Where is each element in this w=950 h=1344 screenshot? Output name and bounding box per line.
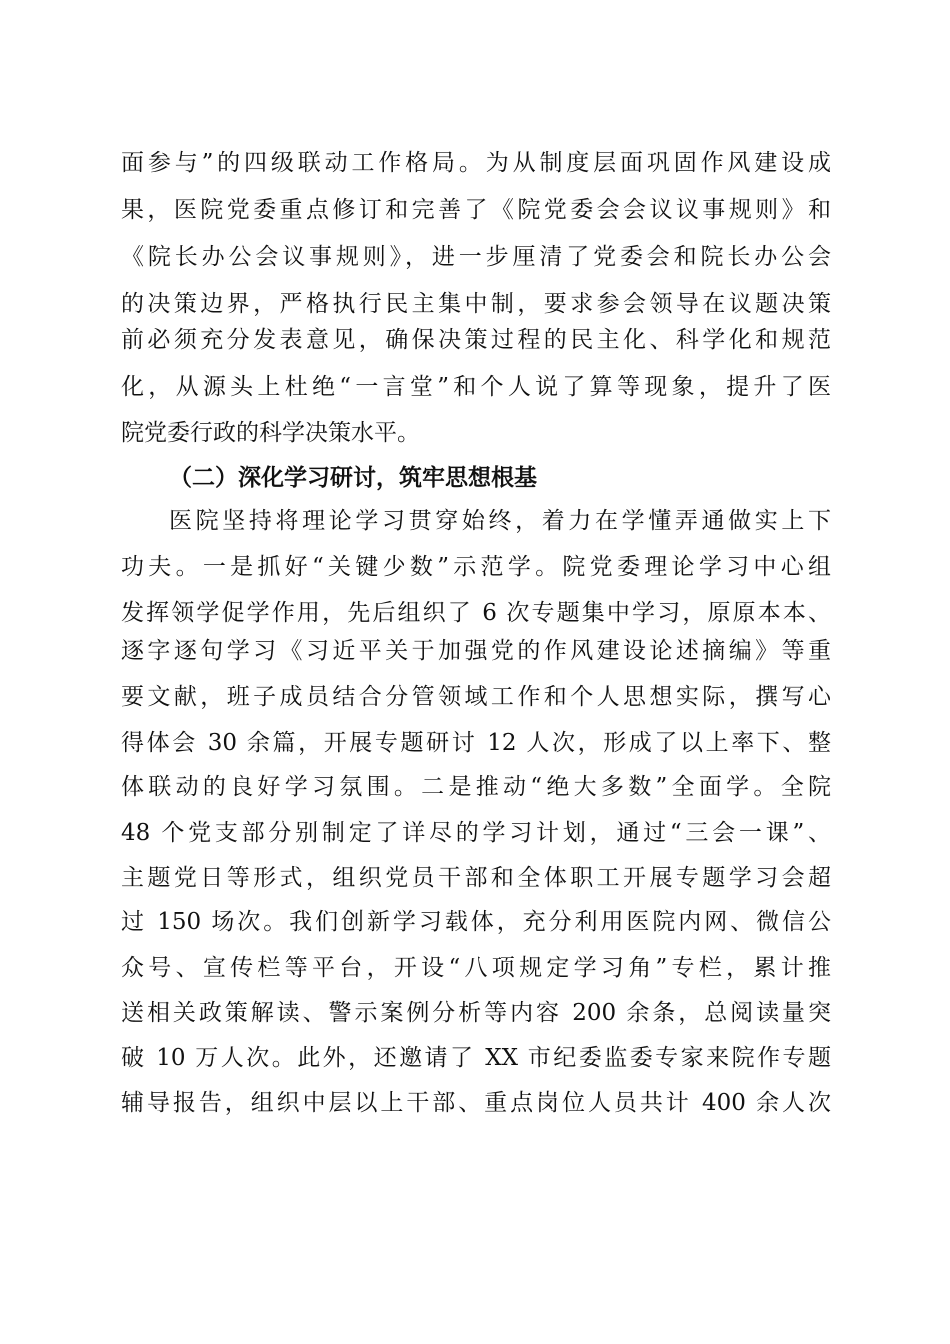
section-heading: （二）深化学习研讨，筑牢思想根基: [169, 465, 537, 491]
paragraph-line-14: 得体会 30 余篇，开展专题研讨 12 人次，形成了以上率下、整: [121, 730, 831, 756]
paragraph-line-10: 功夫。一是抓好“关键少数”示范学。院党委理论学习中心组: [121, 554, 831, 580]
paragraph-line-1: 面参与”的四级联动工作格局。为从制度层面巩固作风建设成: [121, 150, 831, 176]
paragraph-line-13: 要文献，班子成员结合分管领域工作和个人思想实际，撰写心: [121, 684, 831, 710]
paragraph-line-22: 辅导报告，组织中层以上干部、重点岗位人员共计 400 余人次: [121, 1090, 831, 1116]
paragraph-line-20: 送相关政策解读、警示案例分析等内容 200 余条，总阅读量突: [121, 1000, 831, 1026]
paragraph-line-9: 医院坚持将理论学习贯穿始终，着力在学懂弄通做实上下: [169, 508, 831, 534]
paragraph-line-5: 前必须充分发表意见，确保决策过程的民主化、科学化和规范: [121, 327, 831, 353]
paragraph-line-3: 《院长办公会议事规则》，进一步厘清了党委会和院长办公会: [121, 244, 831, 270]
paragraph-line-18: 过 150 场次。我们创新学习载体，充分利用医院内网、微信公: [121, 909, 831, 935]
paragraph-line-19: 众号、宣传栏等平台，开设“八项规定学习角”专栏，累计推: [121, 955, 831, 981]
paragraph-line-7: 院党委行政的科学决策水平。: [121, 420, 420, 446]
paragraph-line-15: 体联动的良好学习氛围。二是推动“绝大多数”全面学。全院: [121, 774, 831, 800]
paragraph-line-17: 主题党日等形式，组织党员干部和全体职工开展专题学习会超: [121, 865, 831, 891]
paragraph-line-16: 48 个党支部分别制定了详尽的学习计划，通过“三会一课”、: [121, 820, 831, 846]
paragraph-line-12: 逐字逐句学习《习近平关于加强党的作风建设论述摘编》等重: [121, 638, 831, 664]
paragraph-line-4: 的决策边界，严格执行民主集中制，要求参会领导在议题决策: [121, 291, 831, 317]
paragraph-line-6: 化，从源头上杜绝“一言堂”和个人说了算等现象，提升了医: [121, 374, 831, 400]
paragraph-line-21: 破 10 万人次。此外，还邀请了 XX 市纪委监委专家来院作专题: [121, 1045, 831, 1071]
paragraph-line-11: 发挥领学促学作用，先后组织了 6 次专题集中学习，原原本本、: [121, 600, 831, 626]
paragraph-line-2: 果，医院党委重点修订和完善了《院党委会会议议事规则》和: [121, 197, 831, 223]
